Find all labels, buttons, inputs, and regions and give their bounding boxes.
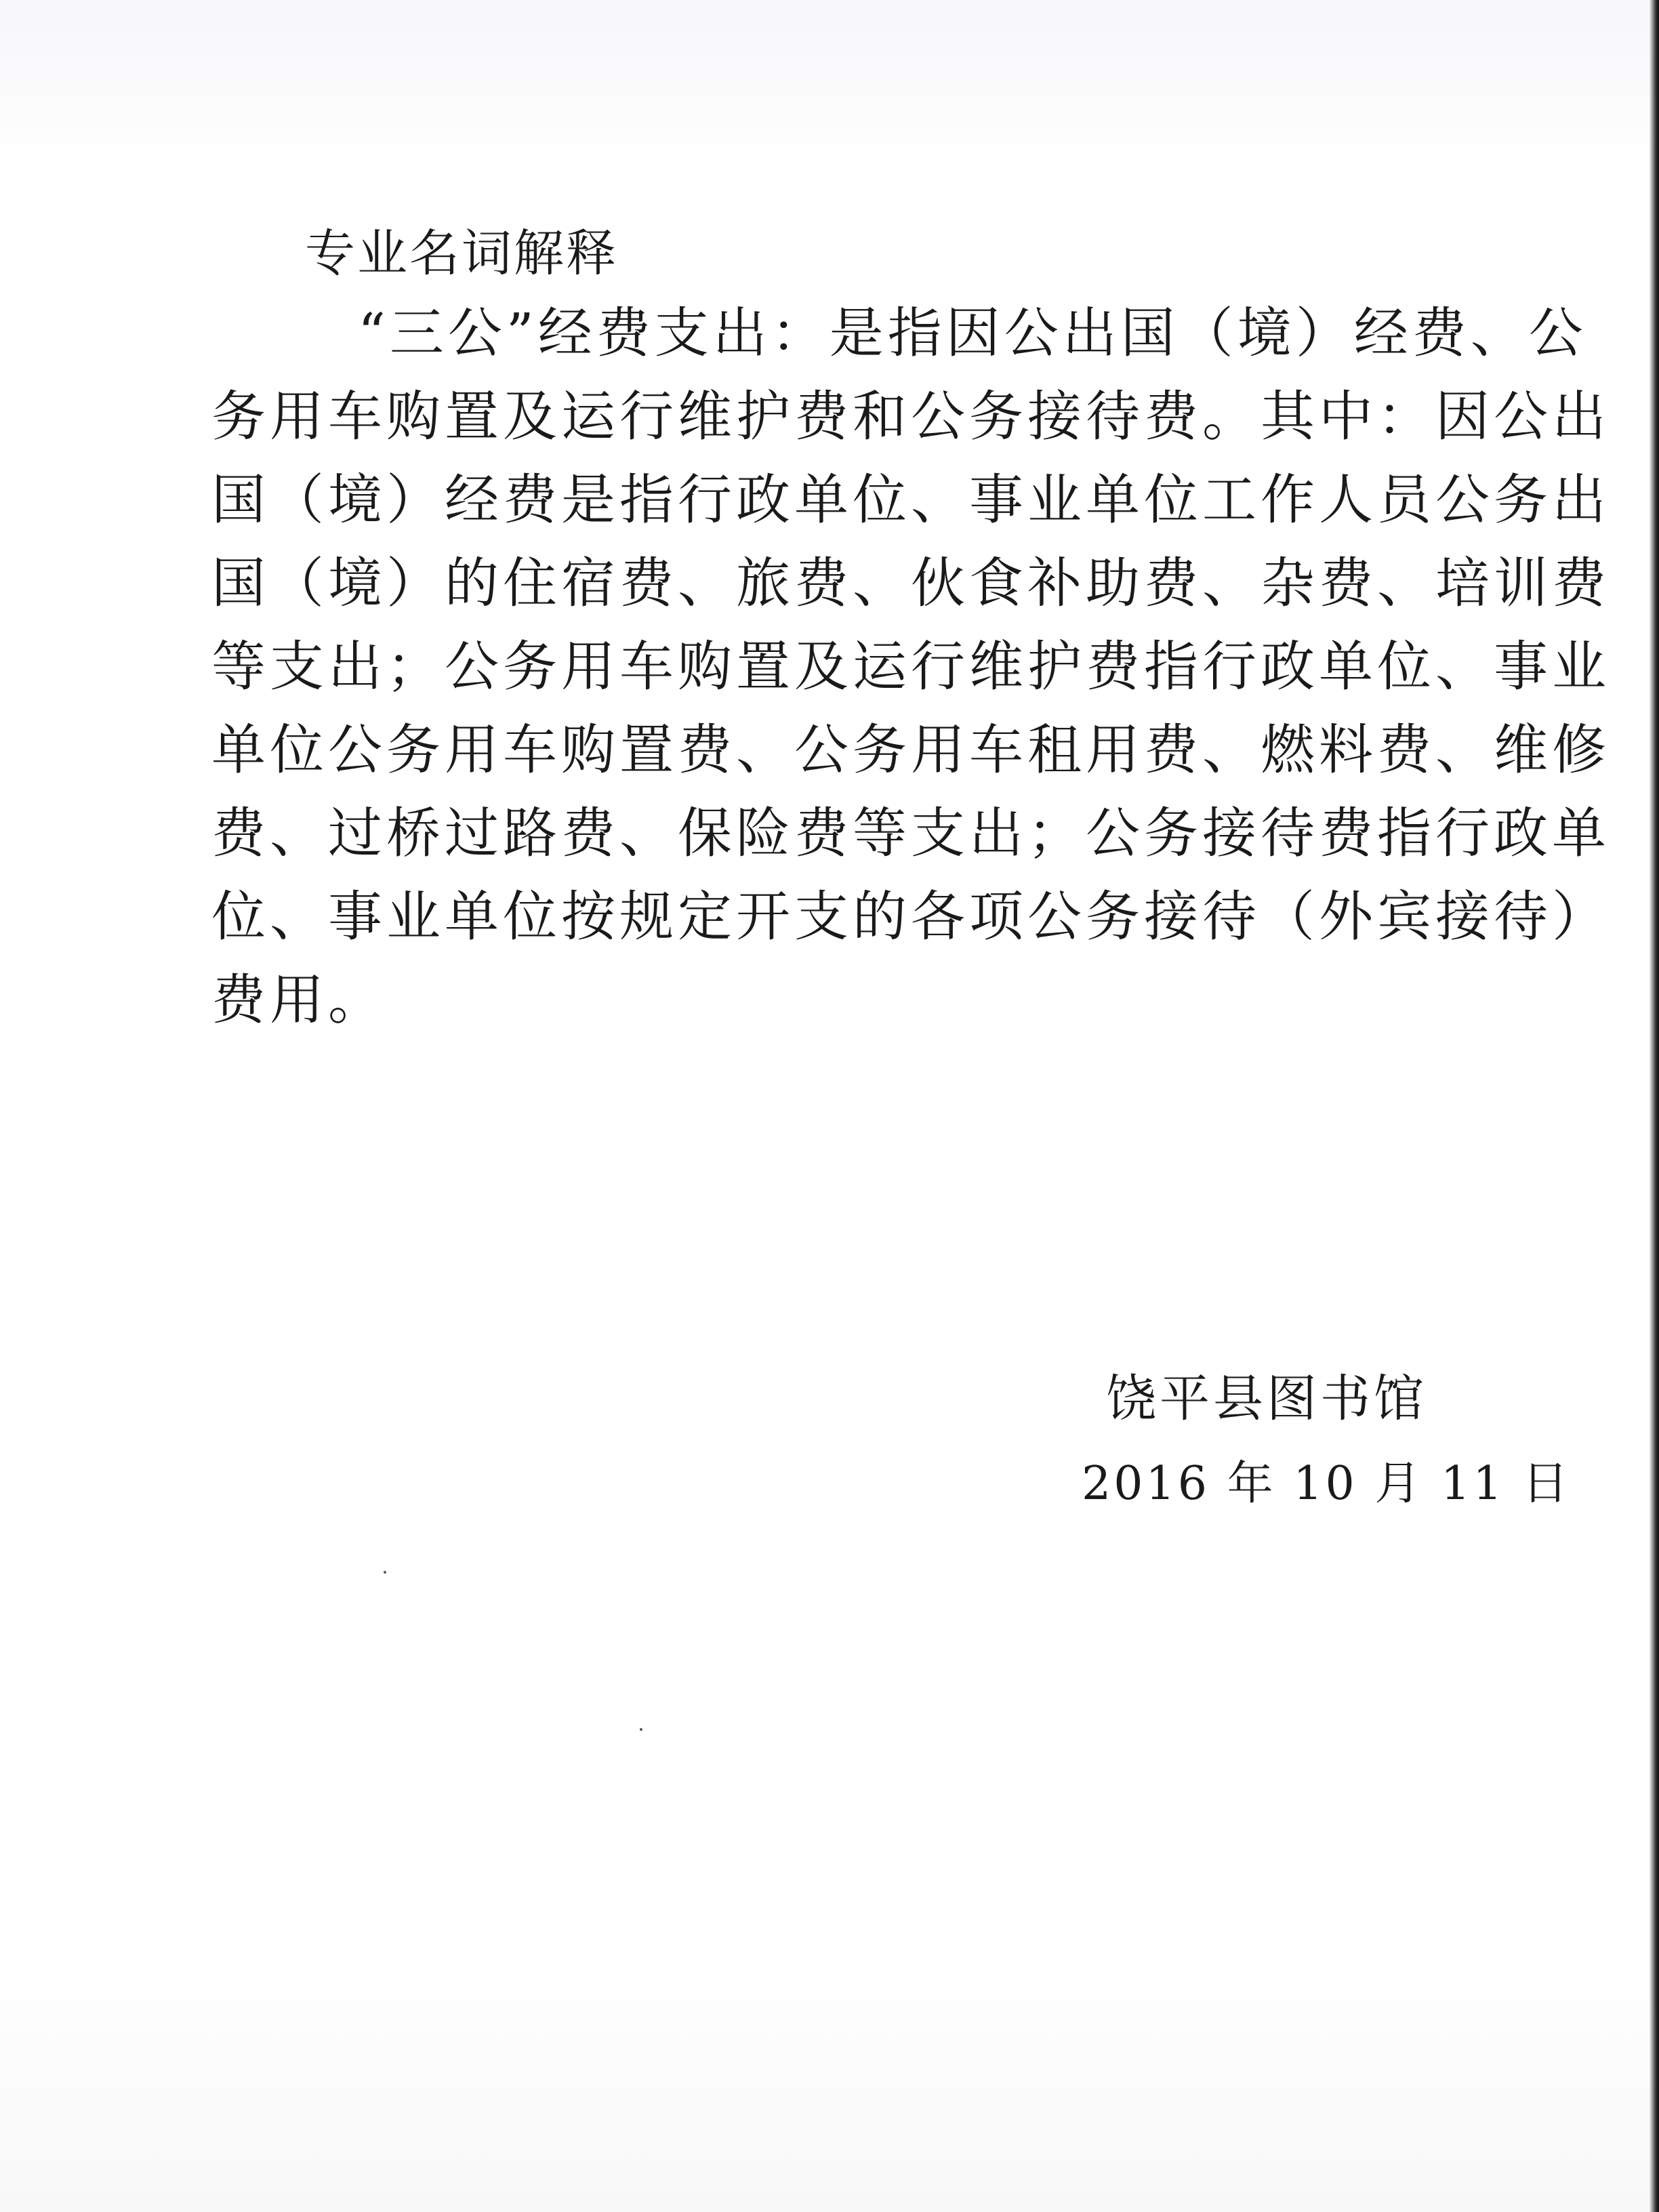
paragraph-line: 等支出；公务用车购置及运行维护费指行政单位、事业 bbox=[211, 635, 1610, 698]
paragraph-line: 单位公务用车购置费、公务用车租用费、燃料费、维修 bbox=[211, 718, 1610, 781]
paragraph-line: “三公”经费支出：是指因公出国（境）经费、公 bbox=[358, 302, 1587, 365]
paragraph-line: 位、事业单位按规定开支的各项公务接待（外宾接待） bbox=[211, 885, 1610, 948]
scan-speck bbox=[640, 1728, 642, 1731]
paragraph-line: 国（境）经费是指行政单位、事业单位工作人员公务出 bbox=[211, 468, 1610, 531]
page-edge-shadow bbox=[1650, 0, 1659, 2212]
issuer-signature: 饶平县图书馆 bbox=[1106, 1370, 1427, 1428]
paragraph-line: 费用。 bbox=[211, 968, 386, 1031]
paragraph-line: 务用车购置及运行维护费和公务接待费。其中：因公出 bbox=[211, 385, 1610, 448]
paragraph-line: 费、过桥过路费、保险费等支出；公务接待费指行政单 bbox=[211, 802, 1610, 865]
scan-speck bbox=[384, 1571, 386, 1574]
document-heading: 专业名词解释 bbox=[305, 224, 618, 283]
paragraph-line: 国（境）的住宿费、旅费、伙食补助费、杂费、培训费 bbox=[211, 552, 1610, 615]
definition-paragraph bbox=[211, 291, 1610, 1042]
issue-date: 2016 年 10 月 11 日 bbox=[1082, 1457, 1572, 1511]
